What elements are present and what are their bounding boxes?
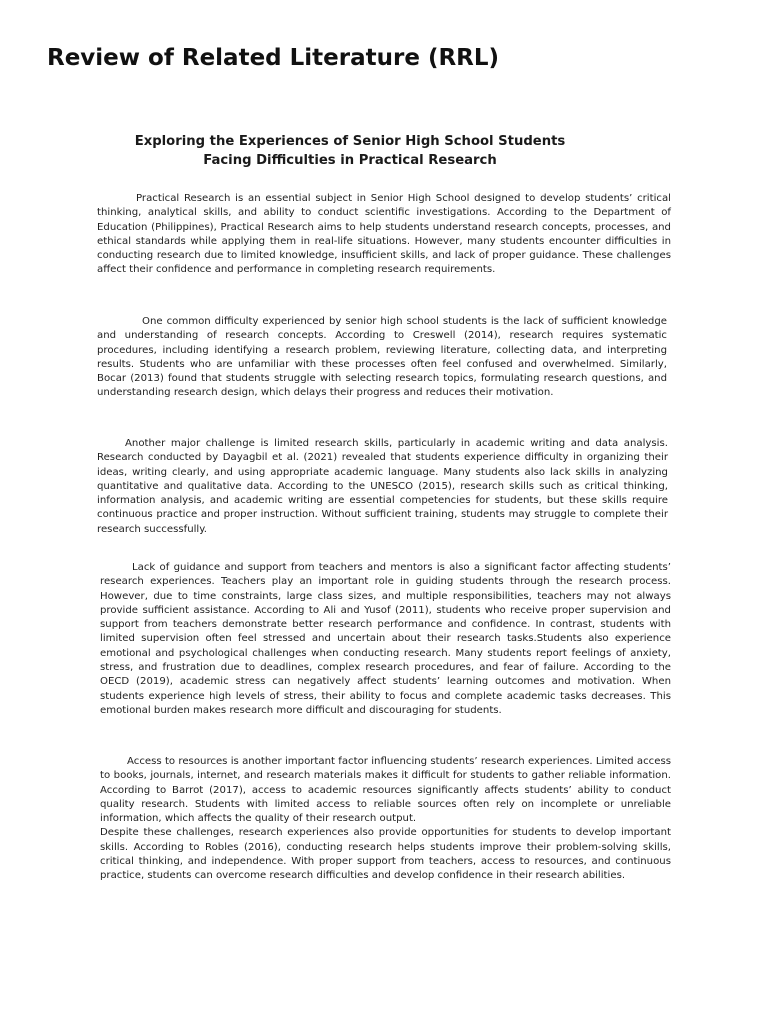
paragraph-lack-of-knowledge xyxy=(97,315,667,401)
paragraph-guidance-and-stress xyxy=(100,561,671,718)
study-title xyxy=(100,132,600,170)
paragraph-conclusion xyxy=(100,826,671,883)
paragraph-group-resources xyxy=(100,755,671,884)
paragraph-text: Practical Research is an essential subject in Senior High School designed to develop students’ critical thinking, analytical skills, and ability to conduct scientific investigations. According to the Department of Education (Philippines), Practical Research aims to help students understand research concepts, processes, and ethical standards while applying them in real-life situations. However, many students encounter difficulties in conducting research due to limited knowledge, insufficient skills, and lack of proper guidance. These challenges affect their confidence and performance in completing research requirements. xyxy=(97,193,671,276)
study-title-line-2: Facing Difficulties in Practical Research xyxy=(203,153,497,168)
paragraph-research-skills xyxy=(97,437,668,537)
document-heading: Review of Related Literature (RRL) xyxy=(47,45,500,71)
paragraph-resources xyxy=(100,755,671,826)
paragraph-text: Lack of guidance and support from teachers and mentors is also a significant factor affecting students’ research experiences. Teachers play an important role in guiding students through the research process. However, due to time constraints, large class sizes, and multiple responsibilities, teachers may not always provide sufficient assistance. According to Ali and Yusof (2011), students who receive proper supervision and support from teachers demonstrate better research performance and confidence. In contrast, students with limited supervision often feel stressed and uncertain about their research tasks.Students also experience emotional and psychological challenges when conducting research. Many students report feelings of anxiety, stress, and frustration due to deadlines, complex research procedures, and fear of failure. According to the OECD (2019), academic stress can negatively affect students’ learning outcomes and motivation. When students experience high levels of stress, their ability to focus and complete academic tasks decreases. This emotional burden makes research more difficult and discouraging for students. xyxy=(100,562,671,716)
paragraph-text: Access to resources is another important factor influencing students’ research experiences. Limited access to books, journals, internet, and research materials makes it difficult for students to gather reliable information. According to Barrot (2017), access to academic resources significantly affects students’ ability to conduct quality research. Students with limited access to reliable sources often rely on incomplete or unreliable information, which affects the quality of their research output. xyxy=(100,756,671,825)
paragraph-text: Another major challenge is limited research skills, particularly in academic writing and data analysis. Research conducted by Dayagbil et al. (2021) revealed that students experience difficulty in organizing their ideas, writing clearly, and using appropriate academic language. Many students also lack skills in analyzing quantitative and qualitative data. According to the UNESCO (2015), research skills such as critical thinking, information analysis, and academic writing are essential competencies for students, but these skills require continuous practice and proper instruction. Without sufficient training, students may struggle to complete their research successfully. xyxy=(97,438,668,535)
study-title-line-1: Exploring the Experiences of Senior High School Students xyxy=(134,134,566,149)
paragraph-text: Despite these challenges, research experiences also provide opportunities for students to develop important skills. According to Robles (2016), conducting research helps students improve their problem-solving skills, critical thinking, and independence. With proper support from teachers, access to resources, and continuous practice, students can overcome research difficulties and develop confidence in their research abilities. xyxy=(100,827,671,882)
paragraph-text: One common difficulty experienced by senior high school students is the lack of sufficient knowledge and understanding of research concepts. According to Creswell (2014), research requires systematic procedures, including identifying a research problem, reviewing literature, collecting data, and interpreting results. Students who are unfamiliar with these processes often feel confused and overwhelmed. Similarly, Bocar (2013) found that students struggle with selecting research topics, formulating research questions, and understanding research design, which delays their progress and reduces their motivation. xyxy=(97,316,667,399)
paragraph-introduction xyxy=(97,192,671,278)
